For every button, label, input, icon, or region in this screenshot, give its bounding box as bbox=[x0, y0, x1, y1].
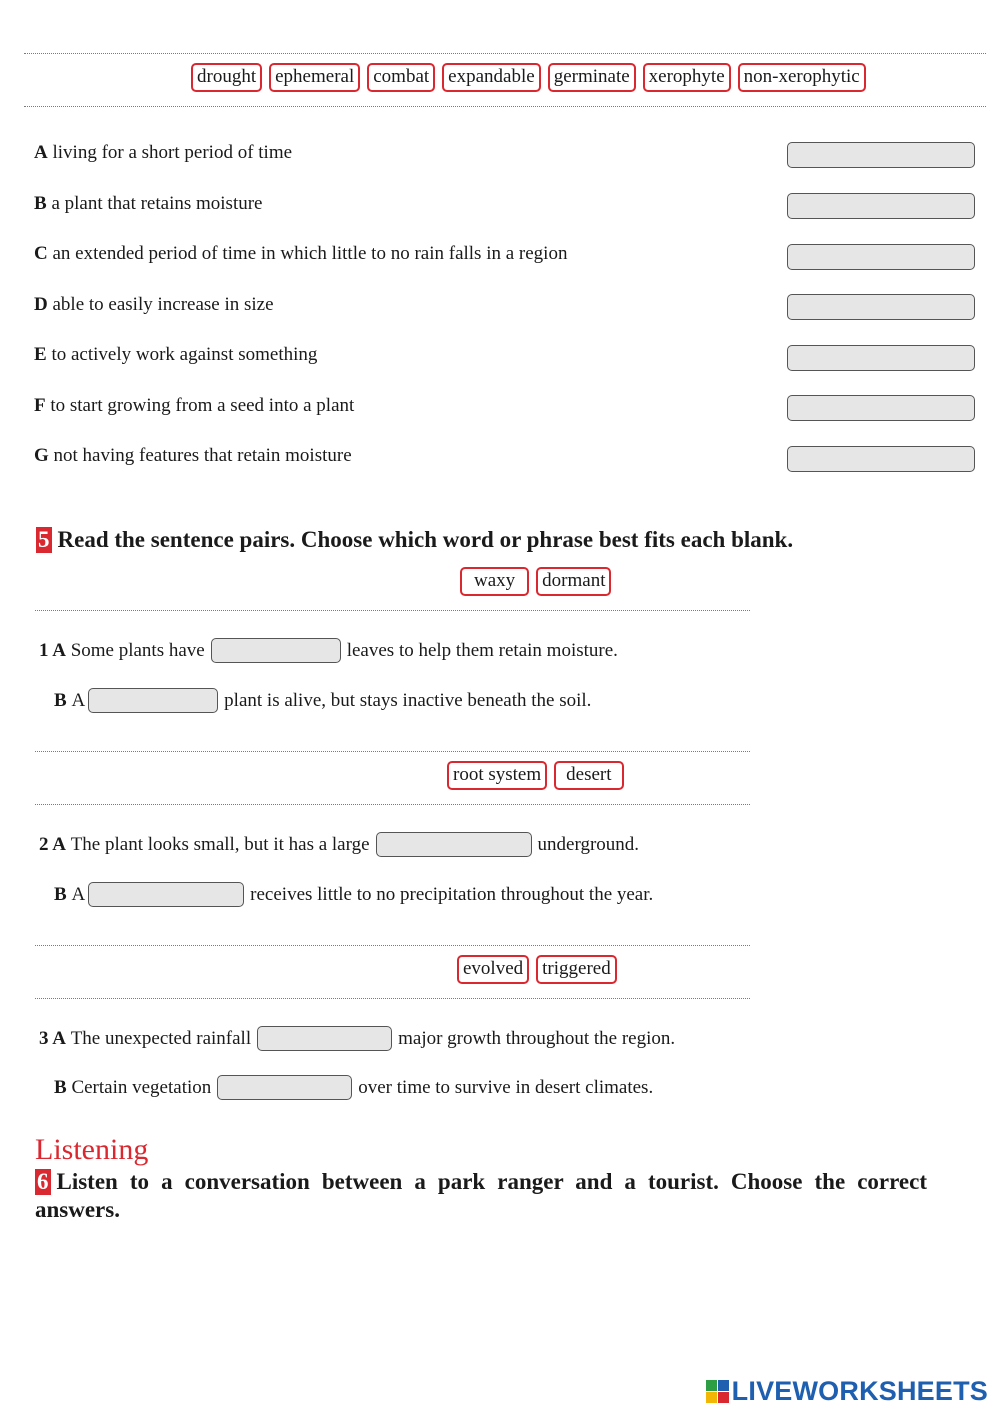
divider bbox=[35, 998, 750, 999]
definition-text: able to easily increase in size bbox=[52, 294, 274, 315]
word-bank bbox=[460, 567, 611, 596]
sentence-end: receives little to no precipitation throughout the year. bbox=[250, 883, 654, 905]
sentence-label: 3 A bbox=[39, 1027, 66, 1049]
sentence-end: underground. bbox=[537, 833, 640, 855]
blank-input[interactable] bbox=[376, 832, 532, 857]
definition-row bbox=[34, 445, 352, 467]
sentence-label: B bbox=[54, 689, 67, 711]
sentence bbox=[39, 832, 639, 857]
sentence-start: Certain vegetation bbox=[71, 1076, 212, 1098]
section-title: Listening bbox=[35, 1133, 149, 1166]
word-chip[interactable]: germinate bbox=[548, 63, 636, 92]
answer-input[interactable] bbox=[787, 446, 975, 472]
answer-input[interactable] bbox=[787, 142, 975, 168]
blank-input[interactable] bbox=[217, 1075, 352, 1100]
sentence bbox=[39, 1026, 675, 1051]
definition-row bbox=[34, 344, 317, 366]
word-bank bbox=[457, 955, 617, 984]
word-chip[interactable]: evolved bbox=[457, 955, 529, 984]
definition-text: to start growing from a seed into a plant bbox=[50, 395, 355, 416]
section-heading bbox=[35, 1168, 927, 1224]
word-chip[interactable]: triggered bbox=[536, 955, 617, 984]
section-instruction: Listen to a conversation between a park ranger and a tourist. Choose the correct answers. bbox=[35, 1169, 927, 1222]
section-heading bbox=[36, 527, 793, 553]
word-chip[interactable]: combat bbox=[367, 63, 435, 92]
definition-letter: F bbox=[34, 395, 46, 416]
blank-input[interactable] bbox=[88, 688, 218, 713]
answer-input[interactable] bbox=[787, 193, 975, 219]
definition-letter: B bbox=[34, 193, 47, 214]
liveworksheets-logo-icon bbox=[706, 1380, 729, 1403]
divider bbox=[35, 751, 750, 752]
word-chip[interactable]: expandable bbox=[442, 63, 541, 92]
definition-row bbox=[34, 395, 354, 417]
word-chip[interactable]: root system bbox=[447, 761, 547, 790]
divider bbox=[24, 53, 986, 54]
sentence bbox=[54, 882, 653, 907]
section-number-badge: 6 bbox=[37, 1169, 49, 1194]
sentence-start: The unexpected rainfall bbox=[70, 1027, 252, 1049]
liveworksheets-logo bbox=[706, 1376, 988, 1407]
word-bank bbox=[447, 761, 624, 790]
sentence bbox=[54, 688, 591, 713]
word-chip[interactable]: non-xerophytic bbox=[738, 63, 866, 92]
logo-text: LIVEWORKSHEETS bbox=[731, 1376, 988, 1406]
definition-row bbox=[34, 193, 263, 215]
divider bbox=[35, 610, 750, 611]
definition-row bbox=[34, 294, 274, 316]
word-bank bbox=[191, 63, 866, 92]
answer-input[interactable] bbox=[787, 294, 975, 320]
sentence-label: B bbox=[54, 1076, 67, 1098]
sentence-label: B bbox=[54, 883, 67, 905]
answer-input[interactable] bbox=[787, 345, 975, 371]
sentence bbox=[39, 638, 618, 663]
sentence-end: over time to survive in desert climates. bbox=[358, 1076, 654, 1098]
sentence-end: major growth throughout the region. bbox=[398, 1027, 676, 1049]
section-instruction: Read the sentence pairs. Choose which word or phrase best fits each blank. bbox=[57, 527, 794, 552]
word-chip[interactable]: drought bbox=[191, 63, 262, 92]
definition-letter: C bbox=[34, 243, 48, 264]
sentence-end: leaves to help them retain moisture. bbox=[346, 639, 618, 661]
word-chip[interactable]: xerophyte bbox=[643, 63, 731, 92]
sentence-label: 1 A bbox=[39, 639, 66, 661]
section-number-badge: 5 bbox=[38, 527, 50, 552]
divider bbox=[24, 106, 986, 107]
sentence-start: A bbox=[71, 689, 86, 711]
word-chip[interactable]: waxy bbox=[460, 567, 529, 596]
definition-text: not having features that retain moisture bbox=[53, 445, 352, 466]
definition-row bbox=[34, 243, 567, 265]
definition-letter: A bbox=[34, 142, 48, 163]
divider bbox=[35, 804, 750, 805]
divider bbox=[35, 945, 750, 946]
sentence-start: A bbox=[71, 883, 86, 905]
definition-row bbox=[34, 142, 292, 164]
answer-input[interactable] bbox=[787, 244, 975, 270]
definition-text: a plant that retains moisture bbox=[51, 193, 263, 214]
sentence-label: 2 A bbox=[39, 833, 66, 855]
definition-text: an extended period of time in which little to no rain falls in a region bbox=[52, 243, 568, 264]
sentence-start: The plant looks small, but it has a large bbox=[70, 833, 370, 855]
sentence-start: Some plants have bbox=[70, 639, 205, 661]
word-chip[interactable]: desert bbox=[554, 761, 623, 790]
definition-letter: G bbox=[34, 445, 49, 466]
definition-letter: D bbox=[34, 294, 48, 315]
definition-text: living for a short period of time bbox=[52, 142, 293, 163]
answer-input[interactable] bbox=[787, 395, 975, 421]
blank-input[interactable] bbox=[257, 1026, 392, 1051]
word-chip[interactable]: dormant bbox=[536, 567, 611, 596]
definition-text: to actively work against something bbox=[51, 344, 318, 365]
blank-input[interactable] bbox=[88, 882, 244, 907]
word-chip[interactable]: ephemeral bbox=[269, 63, 360, 92]
definition-letter: E bbox=[34, 344, 47, 365]
blank-input[interactable] bbox=[211, 638, 341, 663]
sentence-end: plant is alive, but stays inactive beneath the soil. bbox=[224, 689, 592, 711]
sentence bbox=[54, 1075, 653, 1100]
